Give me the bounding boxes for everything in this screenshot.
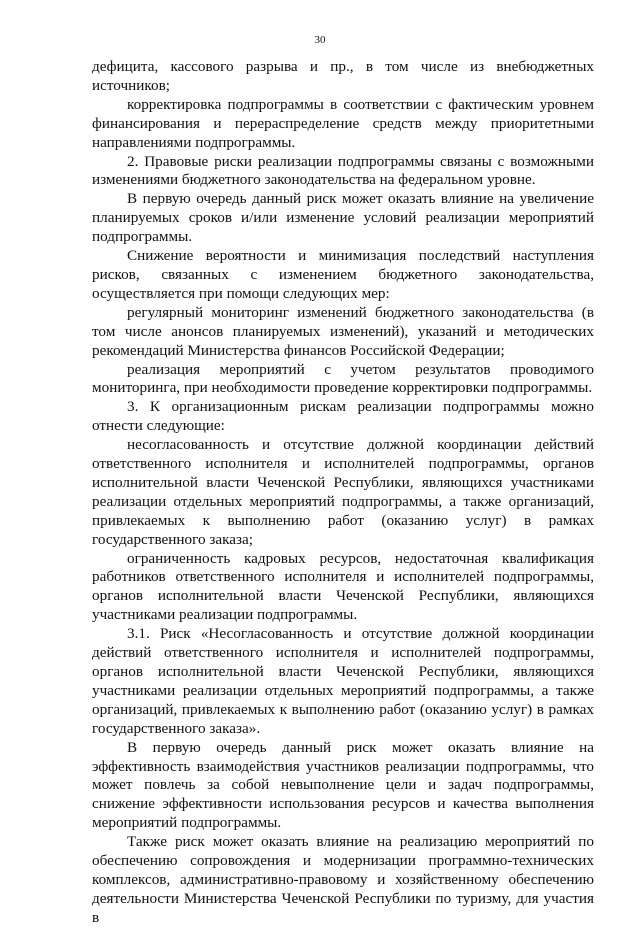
paragraph: дефицита, кассового разрыва и пр., в том числе из внебюджетных источников;	[92, 58, 594, 94]
body-text	[92, 58, 594, 928]
paragraph: Также риск может оказать влияние на реализацию мероприятий по обеспечению сопровождения и модернизации программно-технических комплексов, административно-правовому и хозяйственному обеспечению деятельности Министерства Чеченской Республики по туризму, для участия в	[92, 833, 594, 926]
paragraph: 2. Правовые риски реализации подпрограммы связаны с возможными изменениями бюджетного законодательства на федеральном уровне.	[92, 152, 594, 189]
page-number: 30	[314, 34, 326, 46]
paragraph: регулярный мониторинг изменений бюджетного законодательства (в том числе анонсов планируемых изменений), указаний и методических рекомендаций Министерства финансов Российской Федерации;	[92, 303, 594, 359]
paragraph: Снижение вероятности и минимизация последствий наступления рисков, связанных с изменением бюджетного законодательства, осуществляется при помощи следующих мер:	[92, 247, 594, 302]
paragraph: несогласованность и отсутствие должной координации действий ответственного исполнителя и исполнителей подпрограммы, органов исполнительной власти Чеченской Республики, являющихся участниками реализации отдельных мероприятий подпрограммы, а также организаций, привлекаемых к выполнению работ (оказанию услуг) в рамках государственного заказа;	[92, 436, 594, 548]
paragraph: ограниченность кадровых ресурсов, недостаточная квалификация работников ответственного исполнителя и исполнителей подпрограммы, органов исполнительной власти Чеченской Республики, являющихся участниками реализации подпрограммы.	[92, 549, 594, 624]
paragraph: корректировка подпрограммы в соответствии с фактическим уровнем финансирования и перераспределение средств между приоритетными направлениями подпрограммы.	[92, 95, 594, 151]
paragraph: В первую очередь данный риск может оказать влияние на эффективность взаимодействия участников реализации подпрограммы, что может повлечь за собой невыполнение цели и задач подпрограммы, снижение эффективности использования ресурсов и качества выполнения мероприятий подпрограммы.	[92, 738, 594, 832]
paragraph: В первую очередь данный риск может оказать влияние на увеличение планируемых сроков и/или изменение условий реализации мероприятий подпрограммы.	[92, 190, 594, 246]
paragraph: 3. К организационным рискам реализации подпрограммы можно отнести следующие:	[92, 398, 594, 435]
paragraph: 3.1. Риск «Несогласованность и отсутствие должной координации действий ответственного исполнителя и исполнителей подпрограммы, органов исполнительной власти Чеченской Республики, являющихся участниками реализации отдельных мероприятий подпрограммы, а также организаций, привлекаемых к выполнению работ (оказанию услуг) в рамках государственного заказа».	[92, 625, 594, 737]
paragraph: реализация мероприятий с учетом результатов проводимого мониторинга, при необходимости проведение корректировки подпрограммы.	[92, 360, 594, 397]
